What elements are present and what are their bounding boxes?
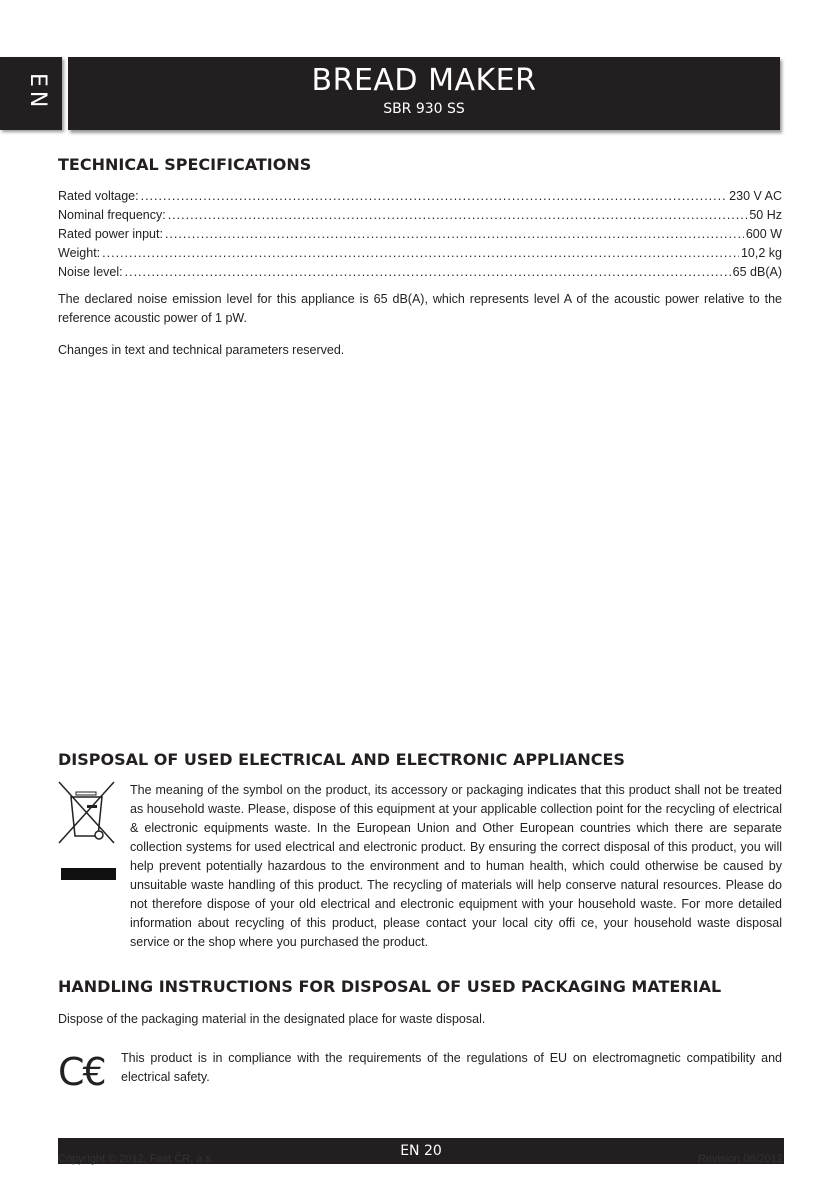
spec-label: Nominal frequency: bbox=[58, 208, 166, 222]
disposal-text: The meaning of the symbol on the product, its accessory or packaging indicates that this product shall not be treated as household waste. Please, dispose of this equipment at your applicable collection point for the recycling of electrical & electronic equipments waste. In the European Union and Other European countries which there are separate collection systems for used electrical and electronic product. By ensuring the correct disposal of this product, you will help prevent potentially hazardous to the environment and to human health, which could otherwise be caused by unsuitable waste handling of this product. The recycling of materials will help conserve natural resources. Please do not therefore dispose of your old electrical and electronic equipment with your household waste. For more detailed information about recycling of this product, please contact your local city offi ce, your household waste disposal service or the shop where you purchased the product. bbox=[130, 783, 782, 949]
spec-value: 230 V AC bbox=[729, 189, 782, 203]
noise-note: The declared noise emission level for this appliance is 65 dB(A), which represents level A of the acoustic power relative to the reference acoustic power of 1 pW. bbox=[58, 292, 782, 325]
ce-text: This product is in compliance with the requirements of the regulations of EU on electromagnetic compatibility and electrical safety. bbox=[121, 1051, 782, 1084]
spec-value: 600 W bbox=[745, 227, 782, 241]
specs-list bbox=[58, 187, 782, 282]
packaging-text: Dispose of the packaging material in the designated place for waste disposal. bbox=[58, 1012, 486, 1026]
language-label: EN bbox=[25, 73, 50, 112]
weee-bin-icon bbox=[56, 780, 120, 880]
page-title: BREAD MAKER bbox=[311, 63, 537, 98]
spec-value: 65 dB(A) bbox=[732, 265, 782, 279]
model-number: SBR 930 SS bbox=[383, 101, 465, 117]
revision: Revision 06/2012 bbox=[697, 1153, 783, 1165]
spec-row bbox=[58, 206, 782, 225]
spec-value: 50 Hz bbox=[749, 208, 782, 222]
page-header bbox=[68, 57, 780, 130]
page-number: EN 20 bbox=[400, 1143, 442, 1159]
changes-note: Changes in text and technical parameters reserved. bbox=[58, 343, 345, 357]
spec-row bbox=[58, 187, 782, 206]
language-tab bbox=[0, 57, 62, 130]
spec-row bbox=[58, 244, 782, 263]
packaging-heading: HANDLING INSTRUCTIONS FOR DISPOSAL OF USED PACKAGING MATERIAL bbox=[58, 977, 722, 996]
ce-mark-icon: C€ bbox=[58, 1050, 105, 1094]
copyright: Copyright © 2012, Fast ČR, a.s. bbox=[58, 1153, 215, 1165]
spec-label: Rated power input: bbox=[58, 227, 163, 241]
spec-label: Weight: bbox=[58, 246, 101, 260]
spec-label: Rated voltage: bbox=[58, 189, 139, 203]
disposal-heading: DISPOSAL OF USED ELECTRICAL AND ELECTRONIC APPLIANCES bbox=[58, 750, 625, 769]
spec-value: 10,2 kg bbox=[740, 246, 782, 260]
specs-heading: TECHNICAL SPECIFICATIONS bbox=[58, 155, 312, 174]
spec-row bbox=[58, 263, 782, 282]
spec-label: Noise level: bbox=[58, 265, 123, 279]
spec-row bbox=[58, 225, 782, 244]
